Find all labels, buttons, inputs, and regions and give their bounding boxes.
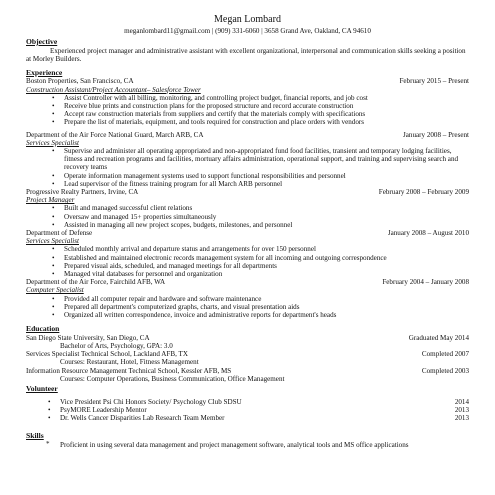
job-bullets <box>26 204 469 229</box>
job-bullet: • Operate information management systems used to support functional responsibilities and personnel <box>64 172 469 180</box>
job-role: Construction Assistant/Project Accountant– Salesforce Tower <box>26 85 201 94</box>
job-bullet: • Prepare the list of materials, equipment, and tools required for construction and place orders with vendors <box>64 118 469 126</box>
job-organization: Department of Defense <box>26 229 93 238</box>
job-bullet: • Managed vital databases for personnel and organization <box>64 270 469 278</box>
job-role: Services Specialist <box>26 237 79 246</box>
education-entry <box>26 350 469 358</box>
job-bullet: • Assisted in managing all new project scopes, budgets, milestones, and personnel <box>64 221 469 229</box>
job-dates: January 2008 – August 2010 <box>387 229 469 238</box>
job-dates: February 2004 – January 2008 <box>382 278 469 287</box>
job-organization: Progressive Realty Partners, Irvine, CA <box>26 188 139 197</box>
volunteer-item <box>26 398 469 406</box>
job-header <box>26 229 469 237</box>
job-bullet: • Established and maintained electronic records management system for all incoming and outgoing correspondence <box>64 254 469 262</box>
skills-marker: * <box>46 439 50 448</box>
objective-heading: Objective <box>26 37 58 46</box>
education-entry <box>26 367 469 375</box>
volunteer-item <box>26 406 469 414</box>
job-header <box>26 278 469 286</box>
job-organization: Department of the Air Force, Fairchild AFB, WA <box>26 278 166 287</box>
job-role: Services Specialist <box>26 138 79 147</box>
job-header <box>26 77 469 85</box>
job-bullets <box>26 94 469 127</box>
experience-heading: Experience <box>26 67 63 77</box>
volunteer-year: 2013 <box>454 405 469 414</box>
job-header <box>26 131 469 139</box>
job-role: Computer Specialist <box>26 286 84 295</box>
volunteer-year: 2013 <box>454 413 469 422</box>
job-bullet: • Supervise and administer all operating appropriated and non-appropriated fund food facilities, transient and temporary lodging facilities, fitness and recreation programs and facilities, mortuary affairs administration, operational support, and training and supervising search and recovery teams <box>64 147 469 172</box>
job-bullet: • Accept raw construction materials from suppliers and certify that the materials comply with specifications <box>64 110 469 118</box>
job-bullet: • Prepared visual aids, scheduled, and managed meetings for all departments <box>64 262 469 270</box>
job-bullet: • Prepared all department's computerized graphs, charts, and visual presentation aids <box>64 303 469 311</box>
objective-text: Experienced project manager and administrative assistant with excellent organizational, interpersonal and communication skills seeking a position at Morley Builders. <box>26 46 466 63</box>
job-bullet: • Assist Controller with all billing, monitoring, and controlling project budget, financial reports, and job cost <box>64 94 469 102</box>
contact-line: meganlombard11@gmail.com | (909) 331-6060 | 3658 Grand Ave, Oakland, CA 94610 <box>124 27 371 35</box>
candidate-name: Megan Lombard <box>214 14 281 25</box>
skills-heading: Skills <box>26 431 44 441</box>
education-detail: Courses: Computer Operations, Business Communication, Office Management <box>60 374 285 383</box>
job-bullets <box>26 295 469 320</box>
education-school: Information Resource Management Technical School, Kessler AFB, MS <box>26 366 232 375</box>
education-date: Graduated May 2014 <box>408 333 469 342</box>
education-date: Completed 2007 <box>421 350 469 359</box>
skills-text: Proficient in using several data management and project management software, analytical tools and MS office applications <box>60 440 409 449</box>
volunteer-item <box>26 414 469 422</box>
job-bullet: • Receive blue prints and construction plans for the proposed structure and record accurate construction <box>64 102 469 110</box>
job-bullets <box>26 245 469 278</box>
education-school: Services Specialist Technical School, Lackland AFB, TX <box>26 350 188 359</box>
education-date: Completed 2003 <box>421 366 469 375</box>
job-bullet: • Lead supervisor of the fitness training program for all March ARB personnel <box>64 180 469 188</box>
education-detail: Bachelor of Arts, Psychology, GPA: 3.0 <box>60 342 173 350</box>
job-role: Project Manager <box>26 196 75 205</box>
job-bullet: • Provided all computer repair and hardware and software maintenance <box>64 295 469 303</box>
job-bullet: • Scheduled monthly arrival and departure status and arrangements for over 150 personnel <box>64 245 469 253</box>
skills-item <box>26 441 469 449</box>
job-bullet: • Oversaw and managed 15+ properties simultaneously <box>64 213 469 221</box>
education-detail: Courses: Restaurant, Hotel, Fitness Management <box>60 358 199 367</box>
volunteer-label: • PsyMORE Leadership Mentor <box>60 406 147 414</box>
volunteer-label: • Vice President Psi Chi Honors Society/ Psychology Club SDSU <box>60 398 242 406</box>
job-bullets <box>26 147 469 188</box>
job-dates: January 2008 – Present <box>403 130 469 139</box>
job-bullet: • Organized all written correspondence, invoice and administrative reports for department's heads <box>64 311 469 319</box>
education-heading: Education <box>26 324 60 334</box>
education-entry <box>26 334 469 342</box>
volunteer-label: • Dr. Wells Cancer Disparities Lab Research Team Member <box>60 414 225 422</box>
job-dates: February 2015 – Present <box>399 77 469 86</box>
job-dates: February 2008 – February 2009 <box>378 188 469 197</box>
job-header <box>26 188 469 196</box>
job-organization: Boston Properties, San Francisco, CA <box>26 77 134 86</box>
volunteer-year: 2014 <box>454 397 469 406</box>
job-organization: Department of the Air Force National Guard, March ARB, CA <box>26 130 204 139</box>
volunteer-heading: Volunteer <box>26 384 58 394</box>
job-bullet: • Built and managed successful client relations <box>64 204 469 212</box>
education-school: San Diego State University, San Diego, CA <box>26 333 150 342</box>
